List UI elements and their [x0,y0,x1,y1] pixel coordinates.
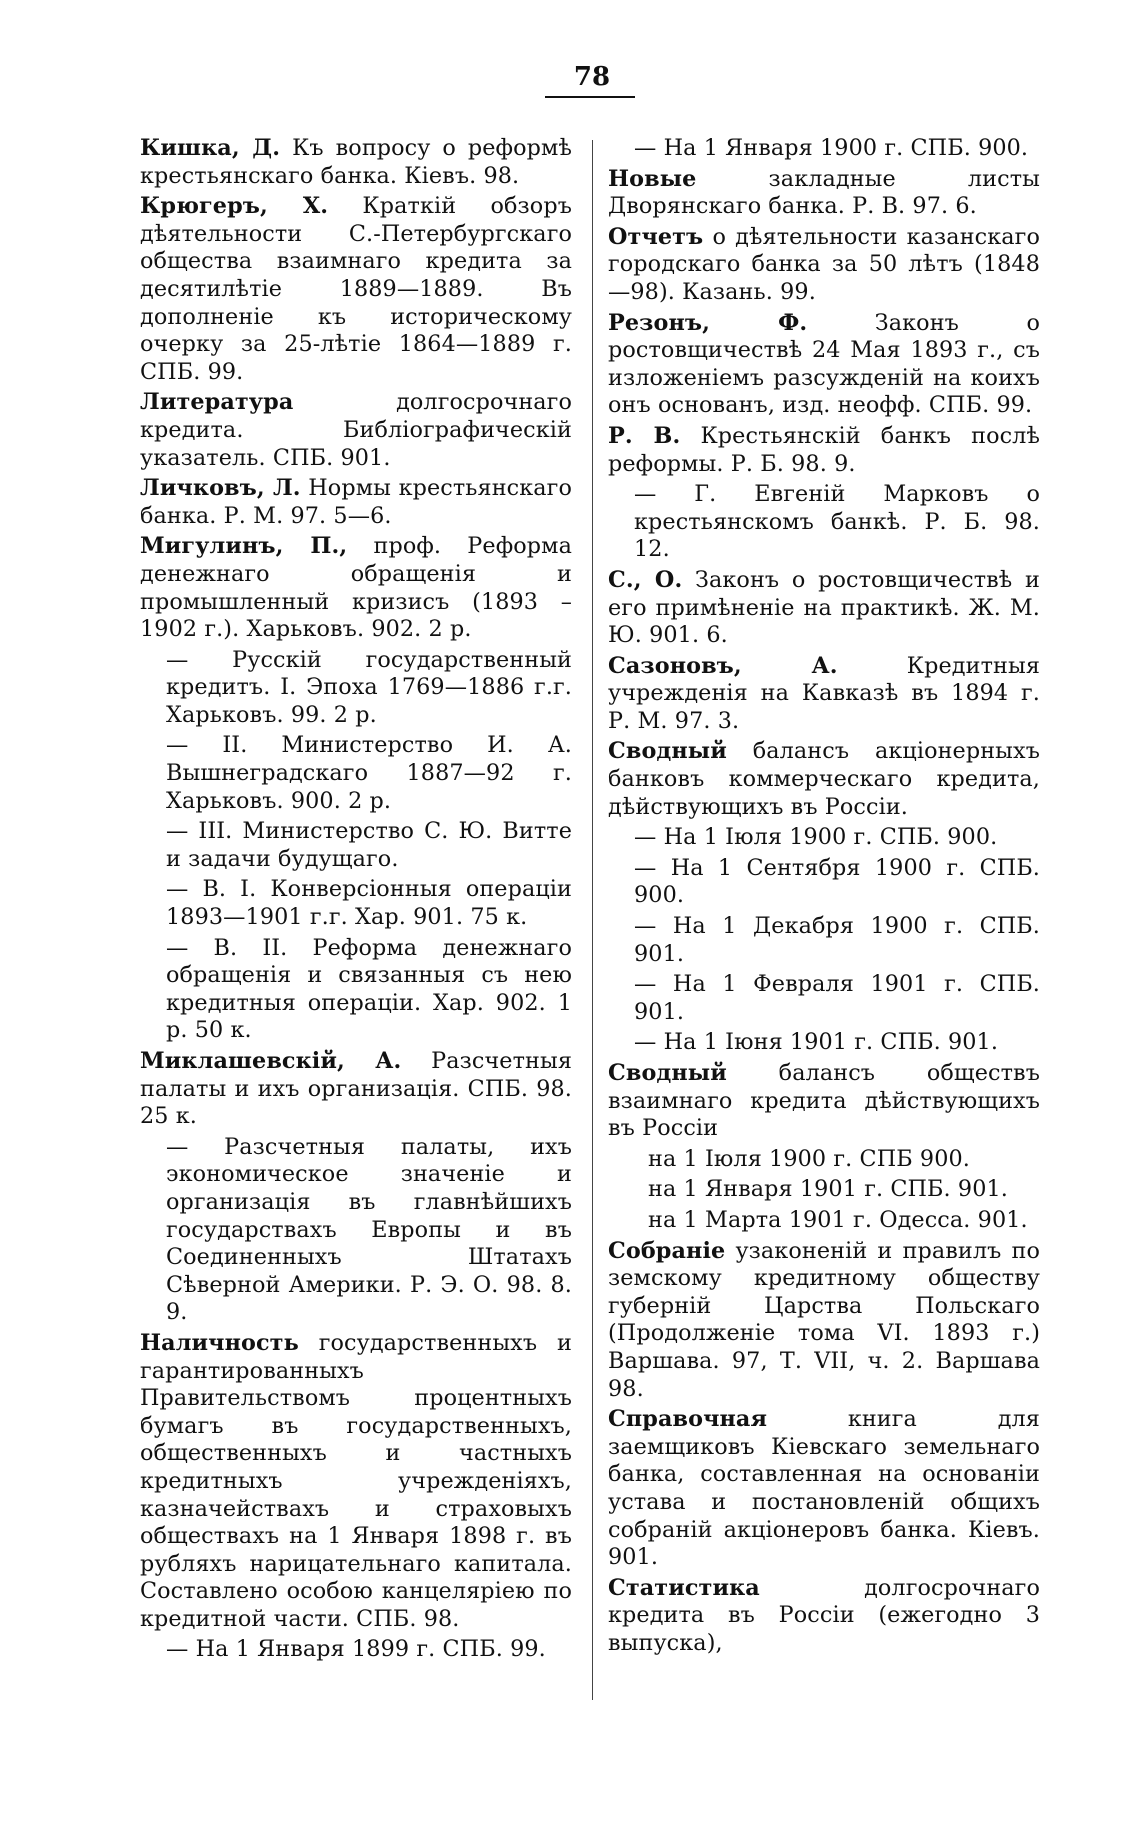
bibliography-entry [140,1636,572,1664]
entry-author: Новые [608,165,697,192]
entry-text: государственныхъ и гарантированныхъ Правительствомъ процентныхъ бумагъ въ государственныхъ, общественныхъ и частныхъ кредитныхъ учрежденiяхъ, казначействахъ и страховыхъ обществахъ на 1 Января 1898 г. въ рубляхъ нарицательнаго капитала. Составлено особою канцелярiею по кредитной части. СПБ. 98. [140,1329,572,1632]
entry-author: Мигулинъ, П., [140,533,348,560]
entry-text: — На 1 Декабря 1900 г. СПБ. 901. [634,913,1040,967]
bibliography-entry [608,1146,1040,1174]
entry-author: Личковъ, Л. [140,475,301,502]
entry-text: о дѣятельности казанскаго городскаго банка за 50 лѣтъ (1848—98). Казань. 99. [608,223,1040,305]
entry-author: Наличность [140,1329,299,1356]
entry-text: — На 1 Января 1900 г. СПБ. 900. [634,135,1029,161]
bibliography-entry [140,818,572,873]
header-rule [545,96,635,98]
entry-text: — Разсчетныя палаты, ихъ экономическое значенiе и организацiя въ главнѣйшихъ государствахъ Европы и въ Соединенныхъ Штатахъ Сѣверной Америки. Р. Э. О. 98. 8. 9. [166,1133,572,1326]
right-column [608,135,1040,1660]
entry-text: закладные листы Дворянскаго банка. Р. В. 97. 6. [608,165,1040,220]
entry-text: Нормы крестьянскаго банка. Р. М. 97. 5—6. [140,475,572,529]
bibliography-entry [608,423,1040,478]
bibliography-entry [140,876,572,931]
entry-text: — На 1 Февраля 1901 г. СПБ. 901. [634,971,1040,1025]
bibliography-entry [140,389,572,472]
bibliography-entry [608,824,1040,852]
entry-text: Законъ о ростовщичествѣ 24 Мая 1893 г., съ изложенiемъ разсужденiй на коихъ онъ основанъ, изд. неофф. СПБ. 99. [608,309,1040,419]
entry-author: Собранiе [608,1237,726,1264]
entry-text: — III. Министерство С. Ю. Витте и задачи будущаго. [166,818,572,872]
bibliography-entry [140,647,572,730]
entry-text: долгосрочнаго кредита. Библiографическiй указатель. СПБ. 901. [140,389,572,471]
entry-text: — На 1 Iюня 1901 г. СПБ. 901. [634,1029,999,1056]
entry-text: — II. Министерство И. А. Вышнеградскаго 1887—92 г. Харьковъ. 900. 2 р. [166,732,572,814]
page-number: 78 [573,62,611,92]
bibliography-entry [608,1029,1040,1057]
entry-text: Кредитныя учрежденiя на Кавказѣ въ 1894 г. Р. М. 97. 3. [608,652,1040,734]
entry-author: Р. В. [608,422,681,449]
entry-text: Разсчетныя палаты и ихъ организацiя. СПБ. 98. 25 к. [140,1048,572,1130]
bibliography-entry [608,913,1040,968]
column-divider [592,140,593,1700]
bibliography-entry [608,738,1040,821]
entry-author: Сводный [608,738,727,765]
entry-text: книга для заемщиковъ Кiевскаго земельнаго банка, составленная на основанiи устава и постановленiй общихъ собранiй акцiонеровъ банка. Кiевъ. 901. [608,1406,1040,1571]
entry-text: на 1 Iюля 1900 г. СПБ 900. [648,1145,970,1172]
bibliography-entry [608,971,1040,1026]
bibliography-entry [608,855,1040,910]
bibliography-entry [140,732,572,815]
entry-text: — На 1 Сентября 1900 г. СПБ. 900. [634,854,1040,909]
entry-author: Литература [140,389,294,416]
entry-author: Отчетъ [608,223,704,250]
bibliography-entry [608,567,1040,650]
bibliography-entry [608,310,1040,420]
bibliography-entry [608,1575,1040,1658]
entry-author: Статистика [608,1574,760,1601]
bibliography-entry [140,475,572,530]
bibliography-entry [608,1060,1040,1143]
entry-text: узаконенiй и правилъ по земскому кредитному обществу губернiй Царства Польскаго (Продолженiе тома VI. 1893 г.) Варшава. 97, Т. VII, ч. 2. Варшава 98. [608,1237,1040,1402]
bibliography-entry [608,1406,1040,1572]
bibliography-entry [608,166,1040,221]
entry-author: Сазоновъ, А. [608,652,838,679]
bibliography-entry [608,481,1040,564]
entry-text: — В. II. Реформа денежнаго обращенiя и связанныя съ нею кредитныя операцiи. Хар. 902. 1 р. 50 к. [166,934,572,1044]
bibliography-entry [608,1176,1040,1204]
entry-text: — В. I. Конверсiонныя операцiи 1893—1901 г.г. Хар. 901. 75 к. [166,876,572,931]
bibliography-entry [608,224,1040,307]
entry-text: Къ вопросу о реформѣ крестьянскаго банка. Кiевъ. 98. [140,135,572,189]
entry-author: Сводный [608,1060,727,1086]
entry-text: балансъ обществъ взаимнаго кредита дѣйствующихъ въ Россiи [608,1060,1040,1142]
entry-text: на 1 Января 1901 г. СПБ. 901. [648,1176,1008,1203]
bibliography-entry [608,653,1040,736]
bibliography-entry [608,1238,1040,1404]
entry-text: проф. Реформа денежнаго обращенiя и промышленный кризисъ (1893 – 1902 г.). Харьковъ. 902. 2 р. [140,533,572,643]
entry-author: Справочная [608,1406,768,1433]
entry-author: Кишка, Д. [140,135,281,161]
left-column [140,135,572,1667]
bibliography-entry [608,1207,1040,1235]
bibliography-entry [608,135,1040,163]
entry-text: — На 1 Iюля 1900 г. СПБ. 900. [634,824,998,851]
entry-text: — Русскiй государственный кредитъ. I. Эпоха 1769—1886 г.г. Харьковъ. 99. 2 р. [166,646,572,728]
bibliography-entry [140,1330,572,1634]
entry-author: Резонъ, Ф. [608,309,808,336]
entry-author: Крюгеръ, X. [140,193,329,220]
bibliography-entry [140,193,572,386]
entry-author: С., О. [608,566,683,593]
entry-text: Крестьянскiй банкъ послѣ реформы. Р. Б. 98. 9. [608,422,1040,477]
bibliography-entry [140,533,572,643]
entry-text: — На 1 Января 1899 г. СПБ. 99. [166,1636,546,1663]
entry-text: на 1 Марта 1901 г. Одесса. 901. [648,1206,1028,1233]
entry-text: Краткiй обзоръ дѣятельности С.-Петербургскаго общества взаимнаго кредита за десятилѣтіе 1889—1889. Въ дополненіе къ историческому очерку за 25-лѣтіе 1864—1889 г. СПБ. 99. [140,193,572,385]
bibliography-entry [140,935,572,1045]
entry-text: Законъ о ростовщичествѣ и его примѣненiе на практикѣ. Ж. М. Ю. 901. 6. [608,566,1040,649]
bibliography-entry [140,1048,572,1131]
entry-text: долгосрочнаго кредита въ Россiи (ежегодно 3 выпуска), [608,1574,1040,1656]
bibliography-entry [140,1134,572,1327]
bibliography-entry [140,135,572,190]
entry-author: Миклашевскiй, А. [140,1048,402,1074]
entry-text: балансъ акцiонерныхъ банковъ коммерческаго кредита, дѣйствующихъ въ Россiи. [608,738,1040,820]
entry-text: — Г. Евгенiй Марковъ о крестьянскомъ банкѣ. Р. Б. 98. 12. [634,481,1040,563]
